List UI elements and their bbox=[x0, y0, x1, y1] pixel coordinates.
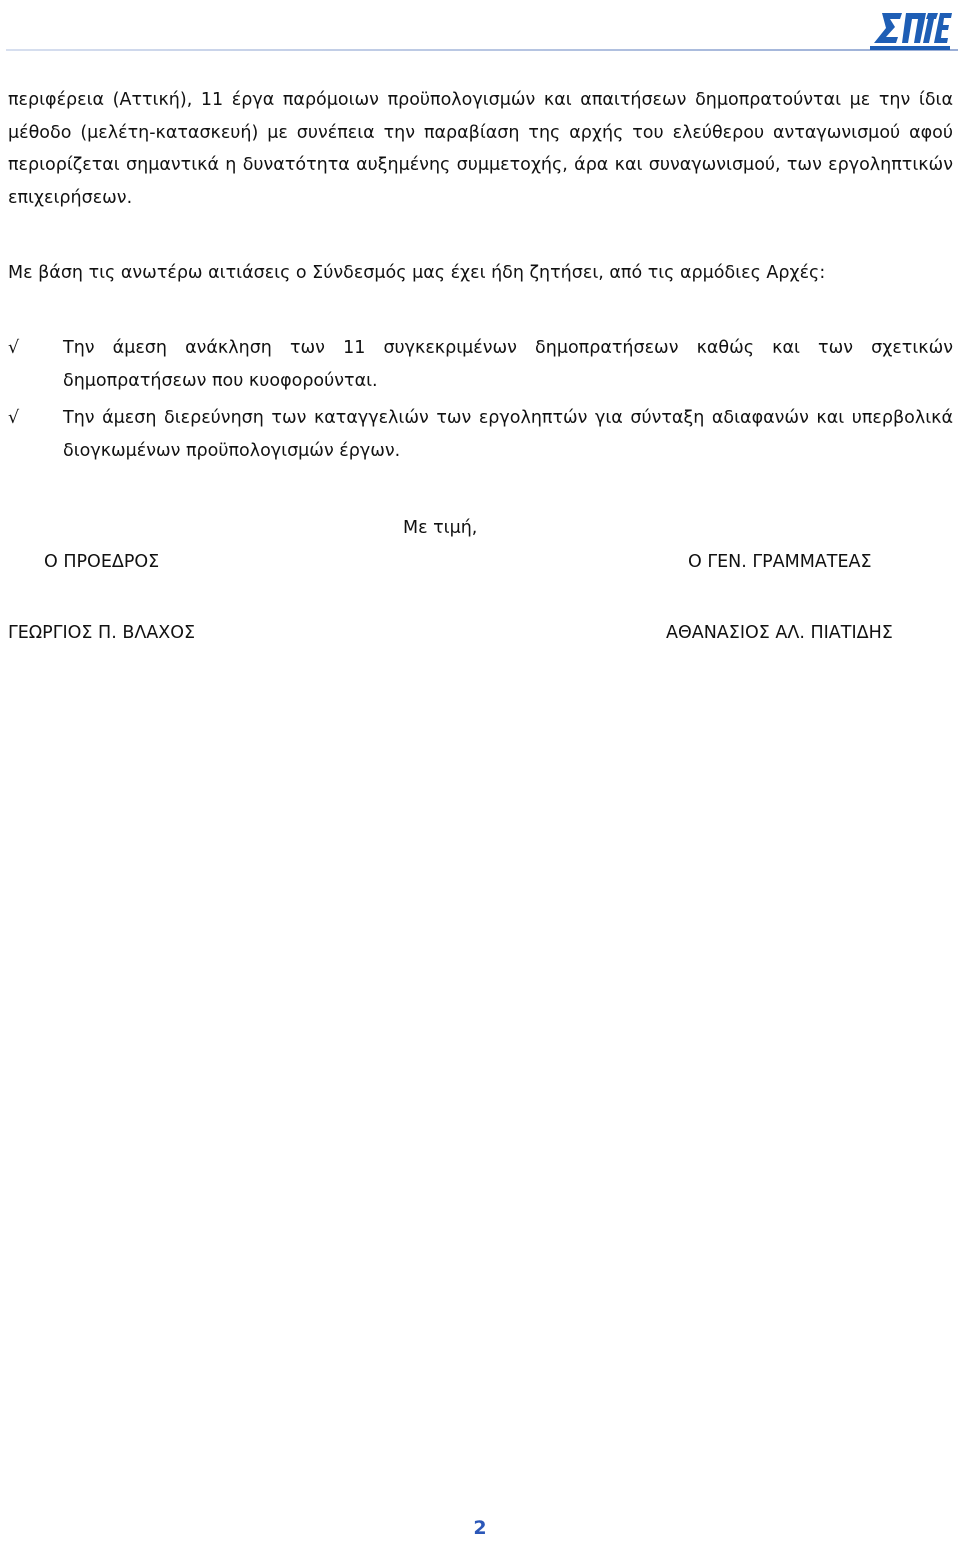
sate-logo-icon bbox=[868, 11, 952, 51]
checkmark-icon: √ bbox=[8, 338, 20, 358]
checkmark-icon: √ bbox=[8, 408, 20, 428]
general-secretary-name: ΑΘΑΝΑΣΙΟΣ ΑΛ. ΠΙΑΤΙΔΗΣ bbox=[666, 623, 893, 643]
president-title: Ο ΠΡΟΕΔΡΟΣ bbox=[44, 552, 160, 572]
closing-salutation: Με τιμή, bbox=[403, 518, 478, 538]
paragraph-1: περιφέρεια (Αττική), 11 έργα παρόμοιων προϋπολογισμών και απαιτήσεων δημοπρατούνται με την ίδια μέθοδο (μελέτη-κατασκευή) με συνέπεια την παραβίαση της αρχής του ελεύθερου ανταγωνισμού αφού περιορίζεται σημαντικά η δυνατότητα αυξημένης συμμετοχής, άρα και συναγωνισμού, των εργοληπτικών επιχειρήσεων. bbox=[8, 90, 953, 208]
list-item-text: Την άμεση ανάκληση των 11 συγκεκριμένων δημοπρατήσεων καθώς και των σχετικών δημοπρατήσεων που κυοφορούνται. bbox=[63, 338, 953, 391]
general-secretary-title: Ο ΓΕΝ. ΓΡΑΜΜΑΤΕΑΣ bbox=[688, 552, 872, 572]
list-item-text: Την άμεση διερεύνηση των καταγγελιών των εργοληπτών για σύνταξη αδιαφανών και υπερβολικά διογκωμένων προϋπολογισμών έργων. bbox=[63, 408, 953, 461]
paragraph-2: Με βάση τις ανωτέρω αιτιάσεις ο Σύνδεσμός μας έχει ήδη ζητήσει, από τις αρμόδιες Αρχές: bbox=[8, 263, 826, 283]
president-name: ΓΕΩΡΓΙΟΣ Π. ΒΛΑΧΟΣ bbox=[8, 623, 196, 643]
header-rule bbox=[6, 49, 958, 51]
page-number: 2 bbox=[473, 1517, 487, 1539]
